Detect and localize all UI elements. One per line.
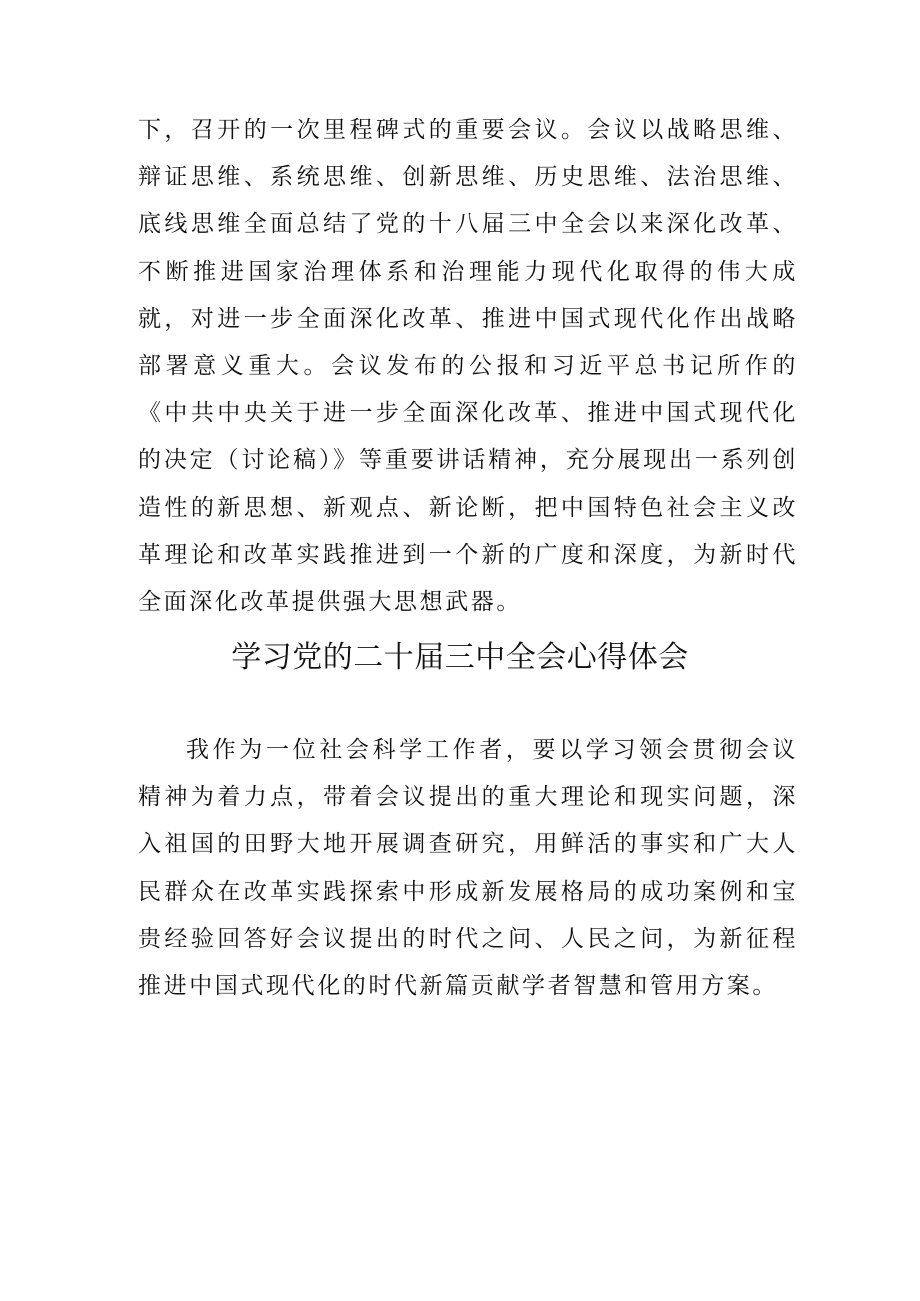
- body-paragraph: 我作为一位社会科学工作者，要以学习领会贯彻会议精神为着力点，带着会议提出的重大理论和现实问题，深入祖国的田野大地开展调查研究，用鲜活的事实和广大人民群众在改革实践探索中形成新发展格局的成功案例和宝贵经验回答好会议提出的时代之问、人民之问，为新征程推进中国式现代化的时代新篇贡献学者智慧和管用方案。: [138, 737, 798, 1000]
- section-title: 学习党的二十届三中全会心得体会: [231, 640, 689, 675]
- body-paragraph-continued: 下，召开的一次里程碑式的重要会议。会议以战略思维、辩证思维、系统思维、创新思维、历史思维、法治思维、底线思维全面总结了党的十八届三中全会以来深化改革、不断推进国家治理体系和治理能力现代化取得的伟大成就，对进一步全面深化改革、推进中国式现代化作出战略部署意义重大。会议发布的公报和习近平总书记所作的《中共中央关于进一步全面深化改革、推进中国式现代化的决定（讨论稿）》等重要讲话精神，充分展现出一系列创造性的新思想、新观点、新论断，把中国特色社会主义改革理论和改革实践推进到一个新的广度和深度，为新时代全面深化改革提供强大思想武器。: [138, 117, 798, 616]
